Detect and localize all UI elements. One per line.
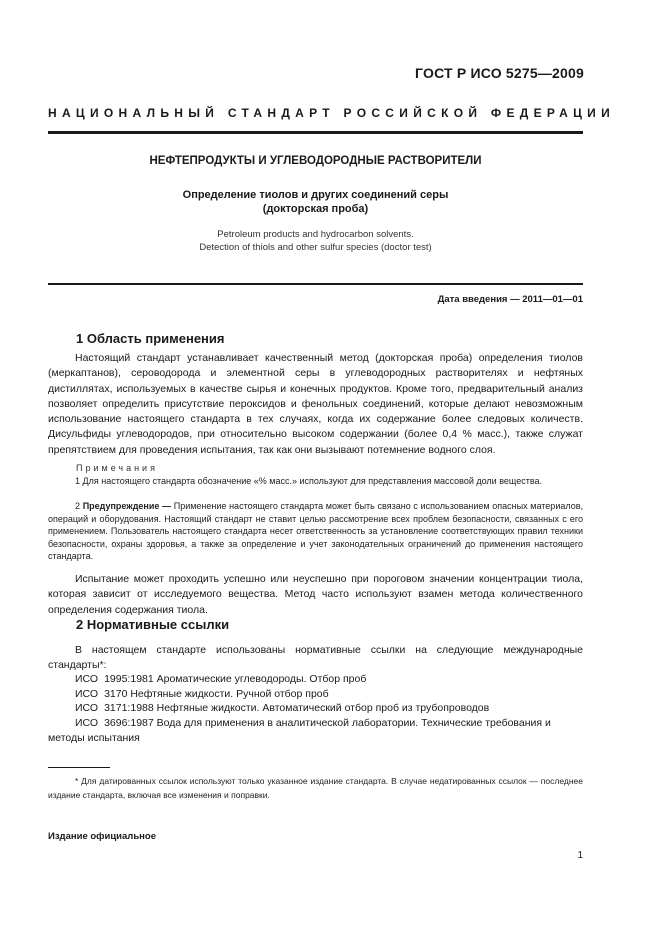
footnote-separator bbox=[48, 767, 110, 768]
section-1-heading: 1 Область применения bbox=[76, 331, 225, 346]
section-1-paragraph-1: Настоящий стандарт устанавливает качественный метод (докторская проба) определения тиолов (меркаптанов), сероводорода и элементной серы в углеводородных растворителях и нефтяных дистиллятах, используемых в качестве сырья и конечных продуктов. Кроме того, предварительный анализ позволяет определить присутствие пероксидов и фенольных соединений, которые делают невозможным использование настоящего стандарта в тех случаях, когда их содержание более следовых количеств. Дисульфиды углеводородов, при относительно высоком содержании (более 0,4 % масс.), также служат препятствием для проведения испытания, так как они вызывают потемнение водного слоя. bbox=[48, 352, 583, 456]
document-subtitle bbox=[48, 188, 583, 216]
english-title-line-2: Detection of thiols and other sulfur species (doctor test) bbox=[199, 242, 432, 253]
reference-code: ИСО bbox=[75, 702, 99, 715]
reference-code: ИСО bbox=[75, 717, 99, 730]
page-number: 1 bbox=[577, 850, 583, 861]
subtitle-line-2: (докторская проба) bbox=[262, 203, 369, 215]
reference-item bbox=[48, 716, 583, 745]
title-rule bbox=[48, 283, 583, 285]
reference-item bbox=[48, 687, 583, 702]
english-title-line-1: Petroleum products and hydrocarbon solvents. bbox=[217, 229, 414, 240]
note-2 bbox=[48, 500, 583, 563]
note-2-text: Применение настоящего стандарта может быть связано с использованием опасных материалов, операций и оборудования. Настоящий стандарт не ставит целью рассмотрение всех проблем безопасности, связанных с его применением. Пользователь настоящего стандарта несет ответственность за установление соответствующих правил техники безопасности, охраны здоровья, а также за определение и учет законодательных ограничений до применения настоящего стандарта. bbox=[48, 501, 583, 562]
footnote: * Для датированных ссылок используют только указанное издание стандарта. В случае недатированных ссылок — последнее издание стандарта, включая все изменения и поправки. bbox=[48, 776, 583, 800]
national-standard-banner: НАЦИОНАЛЬНЫЙ СТАНДАРТ РОССИЙСКОЙ ФЕДЕРАЦИИ bbox=[48, 106, 616, 120]
reference-item bbox=[48, 672, 583, 687]
reference-text: 3170 Нефтяные жидкости. Ручной отбор проб bbox=[104, 687, 329, 700]
document-title: НЕФТЕПРОДУКТЫ И УГЛЕВОДОРОДНЫЕ РАСТВОРИТЕЛИ bbox=[149, 155, 482, 167]
reference-text: 3696:1987 Вода для применения в аналитической лаборатории. Технические требования и методы испытания bbox=[48, 717, 551, 744]
normative-references-list bbox=[48, 672, 583, 746]
reference-text: 1995:1981 Ароматические углеводороды. Отбор проб bbox=[104, 673, 367, 685]
reference-code: ИСО bbox=[75, 673, 99, 685]
header-rule bbox=[48, 131, 583, 134]
subtitle-line-1: Определение тиолов и других соединений серы bbox=[182, 189, 449, 201]
reference-text: 3171:1988 Нефтяные жидкости. Автоматический отбор проб из трубопроводов bbox=[104, 702, 490, 715]
official-edition-label: Издание официальное bbox=[48, 831, 156, 842]
notes-label: Примечания bbox=[76, 463, 158, 473]
section-2-heading: 2 Нормативные ссылки bbox=[76, 617, 230, 632]
reference-item bbox=[48, 701, 583, 716]
english-title bbox=[48, 228, 583, 254]
reference-code: ИСО bbox=[75, 687, 99, 700]
note-2-number: 2 bbox=[75, 501, 83, 511]
note-1: 1 Для настоящего стандарта обозначение «% масс.» используют для представления массовой доли вещества. bbox=[75, 476, 543, 486]
standard-code: ГОСТ Р ИСО 5275—2009 bbox=[415, 65, 584, 81]
section-2-paragraph-1: В настоящем стандарте использованы нормативные ссылки на следующие международные стандарты*: bbox=[48, 644, 583, 672]
introduction-date: Дата введения — 2011—01—01 bbox=[437, 294, 583, 305]
note-2-warning-label: Предупреждение — bbox=[82, 501, 172, 511]
section-1-paragraph-2: Испытание может проходить успешно или неуспешно при пороговом значении концентрации тиола, которая зависит от исследуемого вещества. Метод часто используют взамен метода количественного определения содержания тиола. bbox=[48, 573, 583, 616]
